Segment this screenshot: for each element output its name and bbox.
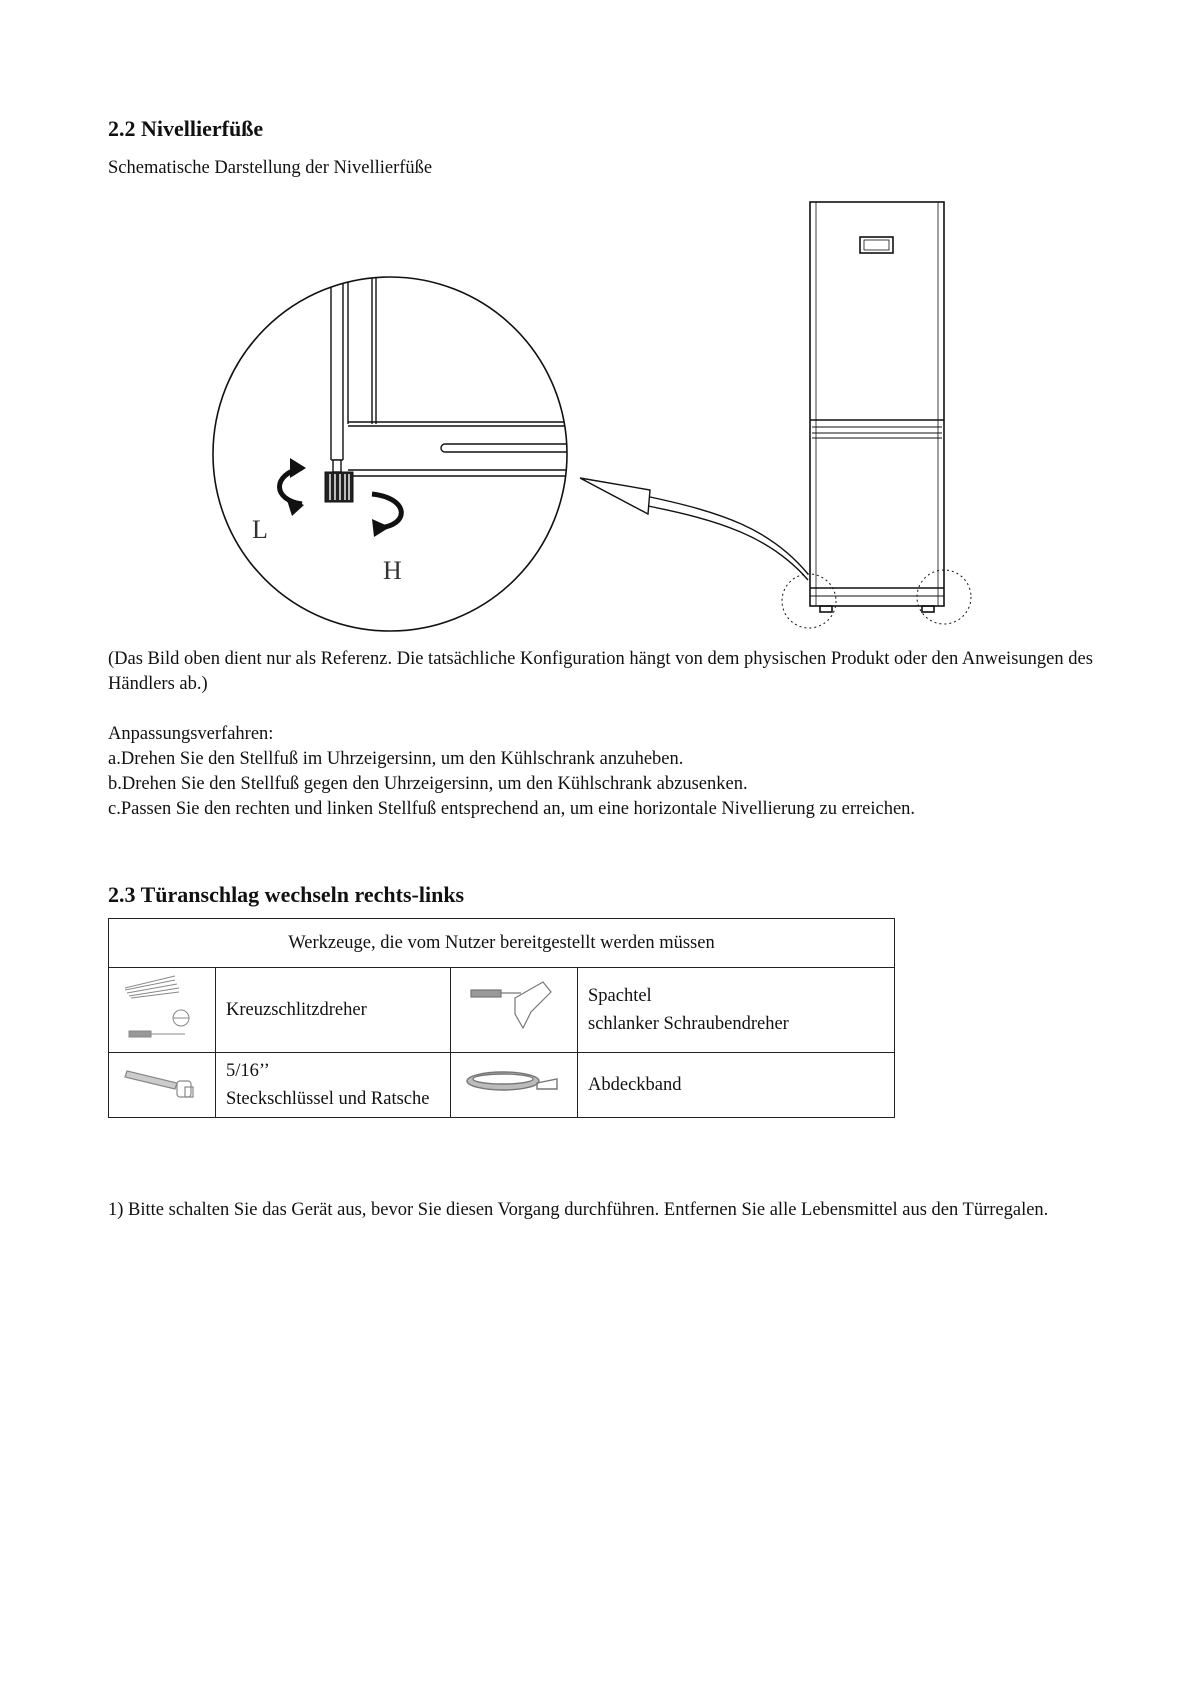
procedure-title: Anpassungsverfahren:: [108, 724, 274, 744]
section-2-3-title: 2.3 Türanschlag wechseln rechts-links: [108, 882, 465, 907]
tool-name-socket: [216, 1053, 451, 1118]
tool-size: 5/16’’: [226, 1061, 270, 1081]
tool-name-tape: Abdeckband: [578, 1053, 895, 1118]
tool-icon-cell: [451, 968, 578, 1053]
counterclockwise-arrow-icon: [280, 458, 307, 516]
tool-icon-cell: [451, 1053, 578, 1118]
tool-name-spachtel: Spachtel: [588, 986, 652, 1006]
section-2-2-subtitle: Schematische Darstellung der Nivellierfüße: [108, 158, 433, 178]
tools-table: [108, 918, 895, 1118]
procedure-step-b: b.Drehen Sie den Stellfuß gegen den Uhrzeigersinn, um den Kühlschrank abzusenken.: [108, 774, 748, 794]
procedure-step-c: c.Passen Sie den rechten und linken Stellfuß entsprechend an, um eine horizontale Nivellierung zu erreichen.: [108, 799, 916, 819]
screwdriver-set-icon: [115, 968, 205, 1046]
masking-tape-icon: [457, 1053, 567, 1111]
reference-note: (Das Bild oben dient nur als Referenz. Die tatsächliche Konfiguration hängt von dem physischen Produkt oder den Anweisungen des Händlers ab.): [108, 649, 1093, 694]
tool-icon-cell: [109, 968, 216, 1053]
leveling-feet-diagram: [0, 0, 1191, 660]
magnify-pointer-arrow-icon: [580, 478, 808, 580]
step-1-text: 1) Bitte schalten Sie das Gerät aus, bevor Sie diesen Vorgang durchführen. Entfernen Sie alle Lebensmittel aus den Türregalen.: [108, 1200, 1049, 1220]
clockwise-arrow-icon: [372, 494, 401, 537]
leveling-foot-icon: [325, 472, 353, 502]
tool-icon-cell: [109, 1053, 216, 1118]
label-h: H: [383, 556, 402, 585]
magnified-foot-view: [213, 270, 571, 631]
tools-table-header: Werkzeuge, die vom Nutzer bereitgestellt werden müssen: [109, 919, 895, 968]
procedure-step-a: a.Drehen Sie den Stellfuß im Uhrzeigersinn, um den Kühlschrank anzuheben.: [108, 749, 684, 769]
tool-name-slim-screwdriver: schlanker Schraubendreher: [588, 1014, 789, 1034]
tool-name-ratchet: Steckschlüssel und Ratsche: [226, 1089, 430, 1109]
label-l: L: [252, 515, 268, 544]
tool-name-putty: [578, 968, 895, 1053]
section-2-2-title: 2.2 Nivellierfüße: [108, 116, 264, 141]
socket-wrench-icon: [115, 1053, 205, 1111]
refrigerator-illustration: [782, 202, 971, 628]
tool-name-phillips: Kreuzschlitzdreher: [216, 968, 451, 1053]
putty-knife-icon: [457, 968, 567, 1046]
